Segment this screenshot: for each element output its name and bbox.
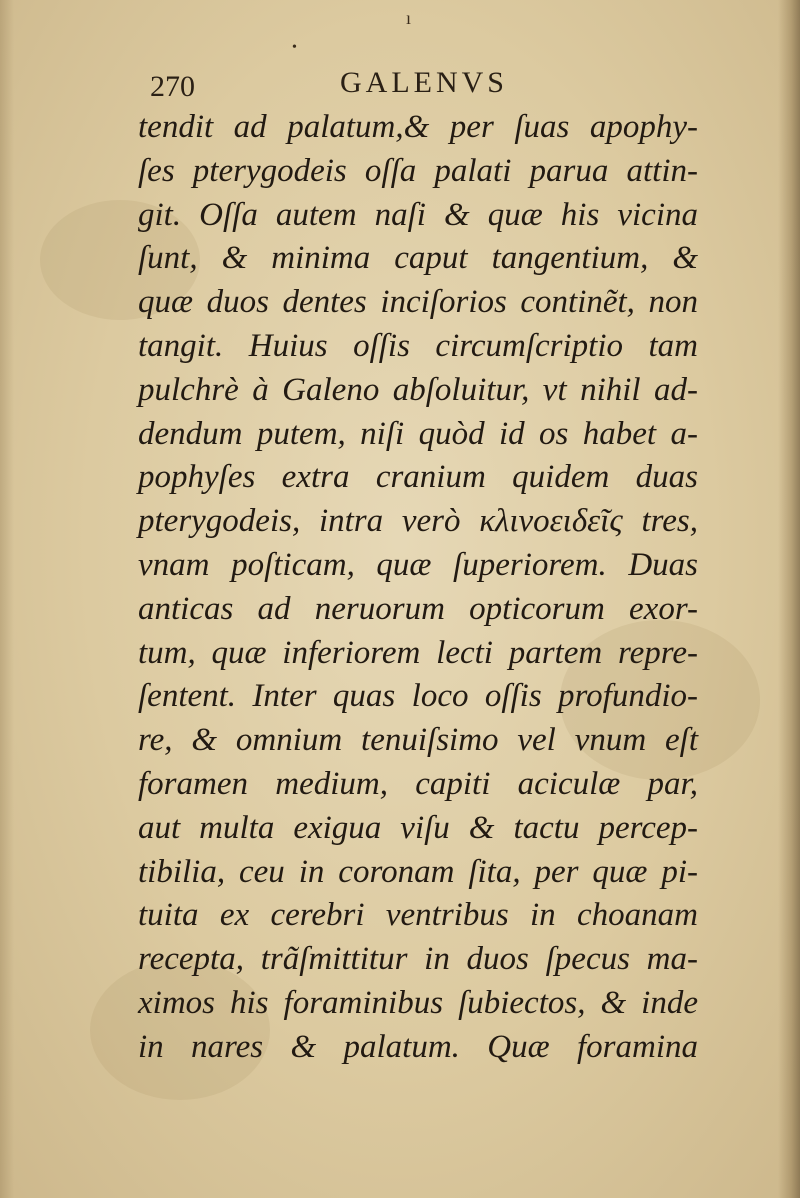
text-line: anticas ad neruorum opticorum exor- bbox=[138, 590, 698, 627]
text-line: aut multa exigua viſu & tactu percep- bbox=[138, 809, 698, 846]
text-line: ximos his foraminibus ſubiectos, & inde bbox=[138, 984, 698, 1021]
text-line: tibilia, ceu in coronam ſita, per quæ pi- bbox=[138, 853, 698, 890]
running-head: GALENVS bbox=[340, 66, 508, 99]
text-line: dendum putem, niſi quòd id os habet a- bbox=[138, 415, 698, 452]
page-number: 270 bbox=[150, 70, 195, 103]
text-line: recepta, trãſmittitur in duos ſpecus ma- bbox=[138, 941, 698, 978]
body-text bbox=[138, 106, 718, 1070]
text-line: tangit. Huius oſſis circumſcriptio tam bbox=[138, 327, 698, 364]
page-edge-left bbox=[0, 0, 14, 1198]
text-line: quæ duos dentes inciſorios continẽt, non bbox=[138, 284, 698, 321]
text-line: re, & omnium tenuiſsimo vel vnum eſt bbox=[138, 722, 698, 759]
text-line: tuita ex cerebri ventribus in choanam bbox=[138, 897, 698, 934]
text-line: pophyſes extra cranium quidem duas bbox=[138, 459, 698, 496]
text-line: ſunt, & minima caput tangentium, & bbox=[138, 240, 698, 277]
text-line: pulchrè à Galeno abſoluitur, vt nihil ad- bbox=[138, 371, 698, 408]
page-header bbox=[150, 62, 570, 102]
text-line: git. Oſſa autem naſi & quæ his vicina bbox=[138, 196, 698, 233]
text-line: vnam poſticam, quæ ſuperiorem. Duas bbox=[138, 546, 698, 583]
text-line: in nares & palatum. Quæ foramina bbox=[138, 1028, 698, 1065]
text-line: ſentent. Inter quas loco oſſis profundio- bbox=[138, 678, 698, 715]
page-edge-right bbox=[778, 0, 800, 1198]
text-line: tendit ad palatum,& per ſuas apophy- bbox=[138, 109, 698, 145]
text-line: foramen medium, capiti aciculæ par, bbox=[138, 765, 698, 802]
text-line: tum, quæ inferiorem lecti partem repre- bbox=[138, 634, 698, 671]
ink-speck: ı bbox=[406, 8, 412, 28]
ink-speck: • bbox=[292, 40, 297, 55]
text-line: pterygodeis, intra verò κλινοειδεῖς tres, bbox=[138, 503, 698, 540]
text-line: ſes pterygodeis oſſa palati parua attin- bbox=[138, 152, 698, 189]
